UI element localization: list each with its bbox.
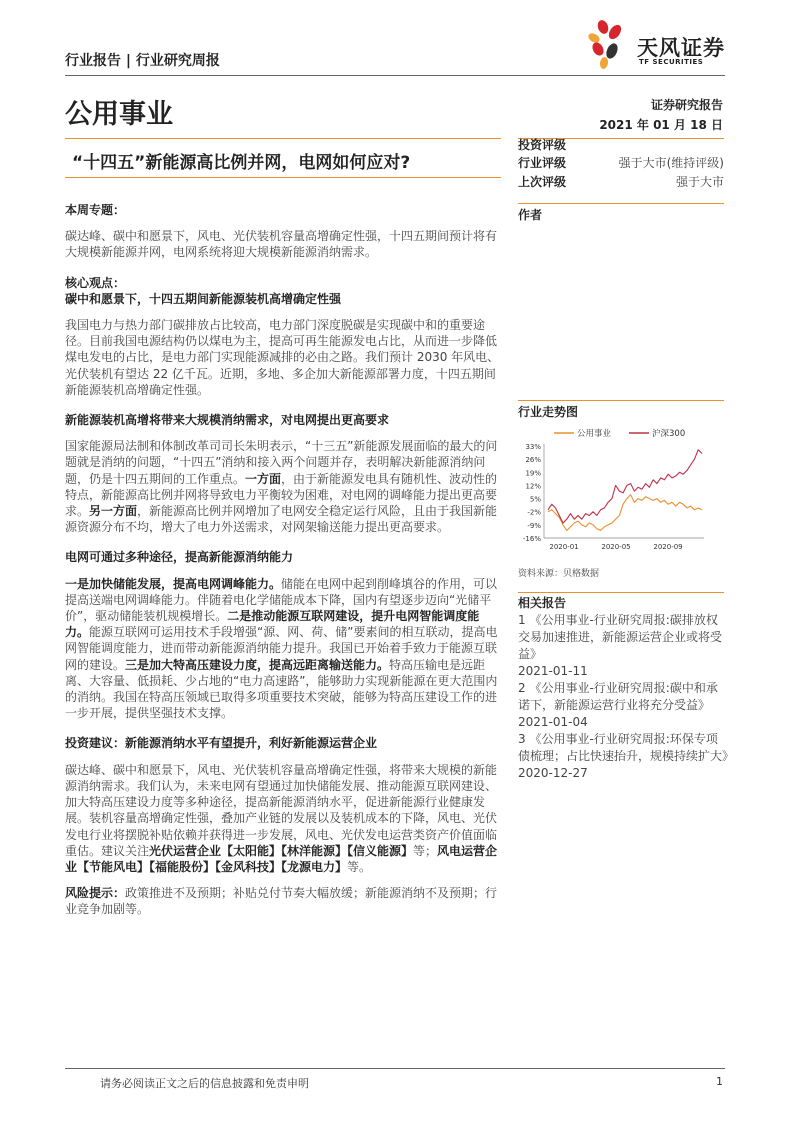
related-rule bbox=[518, 592, 724, 593]
related-report-2-date: 2021-01-04 bbox=[518, 715, 588, 729]
section-text-2e: ，新能源高比例并网增加了电网安全稳定运行风险，且由于我国新能源资源分布不均，增大了电力外送需求，对网架输送能力提出更高要求。 bbox=[65, 504, 498, 535]
header-rule bbox=[65, 75, 725, 76]
industry-rating-label: 行业评级 bbox=[518, 156, 567, 170]
x-tick-label: 2020-09 bbox=[653, 543, 683, 551]
report-type: 证券研究报告 bbox=[650, 98, 723, 112]
section-text-4e: 等。 bbox=[347, 859, 372, 874]
industry-rating-row bbox=[518, 154, 724, 170]
footer-rule bbox=[65, 1068, 725, 1069]
related-report-3[interactable]: 3 《公用事业-行业研究周报:环保专项债梳理；占比快速抬升，规模持续扩大》 bbox=[518, 732, 735, 763]
section-heading-2: 新能源装机高增将带来大规模消纳需求，对电网提出更高要求 bbox=[65, 413, 390, 428]
y-tick-label: -16% bbox=[522, 535, 541, 543]
report-breadcrumb: 行业报告 | 行业研究周报 bbox=[65, 53, 220, 69]
x-tick-label: 2020-05 bbox=[601, 543, 631, 551]
y-tick-label: 26% bbox=[525, 456, 541, 465]
related-report-1-date: 2021-01-11 bbox=[518, 664, 588, 678]
section-text-4d: 风电运营企业【节能风电】【福能股份】【金风科技】【龙源电力】 bbox=[65, 843, 498, 874]
author-rule bbox=[518, 203, 724, 204]
related-report-3-date: 2020-12-27 bbox=[518, 766, 588, 780]
section-text-4b: 光伏运营企业【太阳能】【林洋能源】【信义能源】 bbox=[149, 843, 414, 858]
section-text-3f: 特高压输电是远距离、大容量、低损耗、少占地的“电力高速路”，能够助力实现新能源在更大范围内的消纳。我国在特高压领域已取得多项重要技术突破，能够为特高压建设工作的进一步开展，提供坚强技术支撑。 bbox=[65, 657, 498, 721]
related-report-2[interactable]: 2 《公用事业-行业研究周报:碳中和承诺下，新能源运营行业将充分受益》 bbox=[518, 681, 718, 712]
sector-title: 公用事业 bbox=[65, 99, 173, 130]
logo-mark-icon bbox=[585, 18, 633, 70]
y-tick-label: -9% bbox=[527, 521, 541, 530]
author-title: 作者 bbox=[518, 208, 543, 222]
report-title: “十四五”新能源高比例并网，电网如何应对? bbox=[72, 153, 411, 173]
section-text-3a: 一是加快储能发展，提高电网调峰能力。 bbox=[65, 576, 282, 591]
page-number: 1 bbox=[716, 1075, 723, 1088]
main-body bbox=[65, 202, 501, 918]
logo-english: TF SECURITIES bbox=[639, 58, 704, 66]
series-line-1 bbox=[548, 495, 702, 531]
x-tick-label: 2020-01 bbox=[549, 543, 579, 551]
logo-text: 天风证券 bbox=[637, 36, 725, 60]
core-view-heading: 核心观点： bbox=[65, 275, 126, 290]
y-tick-label: 5% bbox=[529, 495, 541, 504]
related-reports-title: 相关报告 bbox=[518, 596, 567, 610]
title-rule-top bbox=[65, 138, 501, 139]
industry-rating-value: 强于大市(维持评级) bbox=[618, 156, 724, 170]
section-text-2c: ，由于新能源发电具有随机性、波动性的特点，新能源高比例并网将导致电力平衡较为困难，对电网的调峰能力提出更高要求。 bbox=[65, 471, 498, 519]
section-heading-1: 碳中和愿景下，十四五期间新能源装机高增确定性强 bbox=[65, 291, 342, 306]
section-text-2a: 国家能源局法制和体制改革司司长朱明表示，“十三五”新能源发展面临的最大的问题就是消纳的问题，“十四五”消纳和接入两个问题并存，表明解决新能源消纳问题，仍是十四五期间的工作重点。 bbox=[65, 439, 498, 486]
y-tick-label: 33% bbox=[525, 443, 541, 451]
y-tick-label: 19% bbox=[525, 469, 541, 478]
chart-source: 资料来源：贝格数据 bbox=[518, 569, 600, 579]
rating-title: 投资评级 bbox=[518, 138, 567, 152]
footer-disclaimer[interactable]: 请务必阅读正文之后的信息披露和免责申明 bbox=[100, 1077, 309, 1090]
related-reports-list bbox=[518, 612, 735, 782]
related-report-1[interactable]: 1 《公用事业-行业研究周报:碳排放权交易加速推进，新能源运营企业或将受益》 bbox=[518, 613, 723, 661]
section-text-2d: 另一方面 bbox=[89, 504, 138, 519]
section-heading-3: 电网可通过多种途径，提高新能源消纳能力 bbox=[65, 550, 294, 565]
report-date: 2021 年 01 月 18 日 bbox=[599, 118, 723, 132]
series-line-2 bbox=[548, 450, 702, 523]
section-text-1: 我国电力与热力部门碳排放占比较高，电力部门深度脱碳是实现碳中和的重要途径。目前我国电源结构仍以煤电为主，提高可再生能源发电占比，从而进一步降低煤电发电的占比，是电力部门实现能源减排的必由之路。我们预计 2030 年风电、光伏装机有望达 22 亿千瓦。近期，多地、多企加大新能源部署力度，十四五期间新能源装机高增确定性强。 bbox=[65, 318, 500, 397]
last-rating-row bbox=[518, 173, 724, 189]
section-text-3d: 能源互联网可运用技术手段增强“源、网、荷、储”要素间的相互联动，提高电网智能调度能力，进而带动新能源消纳能力提升。我国已开始着手致力于能源互联网的建设。 bbox=[65, 625, 498, 672]
section-heading-4: 投资建议：新能源消纳水平有望提升，利好新能源运营企业 bbox=[65, 736, 378, 751]
y-tick-label: 12% bbox=[525, 482, 541, 491]
trend-chart-title: 行业走势图 bbox=[518, 405, 579, 419]
trend-chart-svg bbox=[518, 426, 718, 556]
weekly-topic-heading: 本周专题： bbox=[65, 203, 126, 217]
section-text-4 bbox=[65, 762, 501, 875]
y-tick-label: -2% bbox=[527, 508, 541, 517]
legend-label-2: 沪深300 bbox=[652, 429, 686, 439]
trend-chart bbox=[518, 426, 718, 560]
risk-label: 风险提示： bbox=[65, 886, 126, 901]
trend-rule bbox=[518, 400, 724, 401]
company-logo bbox=[585, 18, 735, 73]
section-text-3b: 储能在电网中起到削峰填谷的作用，可以提高送端电网调峰能力。伴随着电化学储能成本下降，国内有望逐步迈向“光储平价”，驱动储能装机规模增长。 bbox=[65, 576, 498, 624]
section-text-4a: 碳达峰、碳中和愿景下，风电、光伏装机容量高增确定性强，将带来大规模的新能源消纳需求。我们认为，未来电网有望通过加快储能发展、推动能源互联网建设、加大特高压建设力度等多种途径，提高新能源消纳水平，促进新能源行业健康发展。装机容量高增确定性强，叠加产业链的发展以及装机成本的下降，风电、光伏发电行业将摆脱补贴依赖并获得进一步发展，风电、光伏发电运营类资产价值面临重估。建议关注 bbox=[65, 762, 498, 858]
title-rule-bottom bbox=[65, 177, 501, 178]
section-text-2 bbox=[65, 438, 501, 535]
weekly-topic-text: 碳达峰、碳中和愿景下，风电、光伏装机容量高增确定性强，十四五期间预计将有大规模新能源并网，电网系统将迎大规模新能源消纳需求。 bbox=[65, 229, 498, 260]
section-text-2b: 一方面 bbox=[245, 471, 282, 486]
last-rating-label: 上次评级 bbox=[518, 175, 567, 189]
section-text-3 bbox=[65, 576, 501, 722]
section-text-3c: 二是推动能源互联网建设，提升电网智能调度能力。 bbox=[65, 609, 480, 640]
last-rating-value: 强于大市 bbox=[675, 175, 724, 189]
risk-warning bbox=[65, 885, 501, 917]
section-text-3e: 三是加大特高压建设力度，提高远距离输送能力。 bbox=[125, 657, 390, 672]
risk-text: 政策推进不及预期；补贴兑付节奏大幅放缓；新能源消纳不及预期；行业竞争加剧等。 bbox=[65, 886, 498, 917]
legend-label-1: 公用事业 bbox=[577, 429, 612, 439]
section-text-4c: 等； bbox=[413, 843, 438, 858]
